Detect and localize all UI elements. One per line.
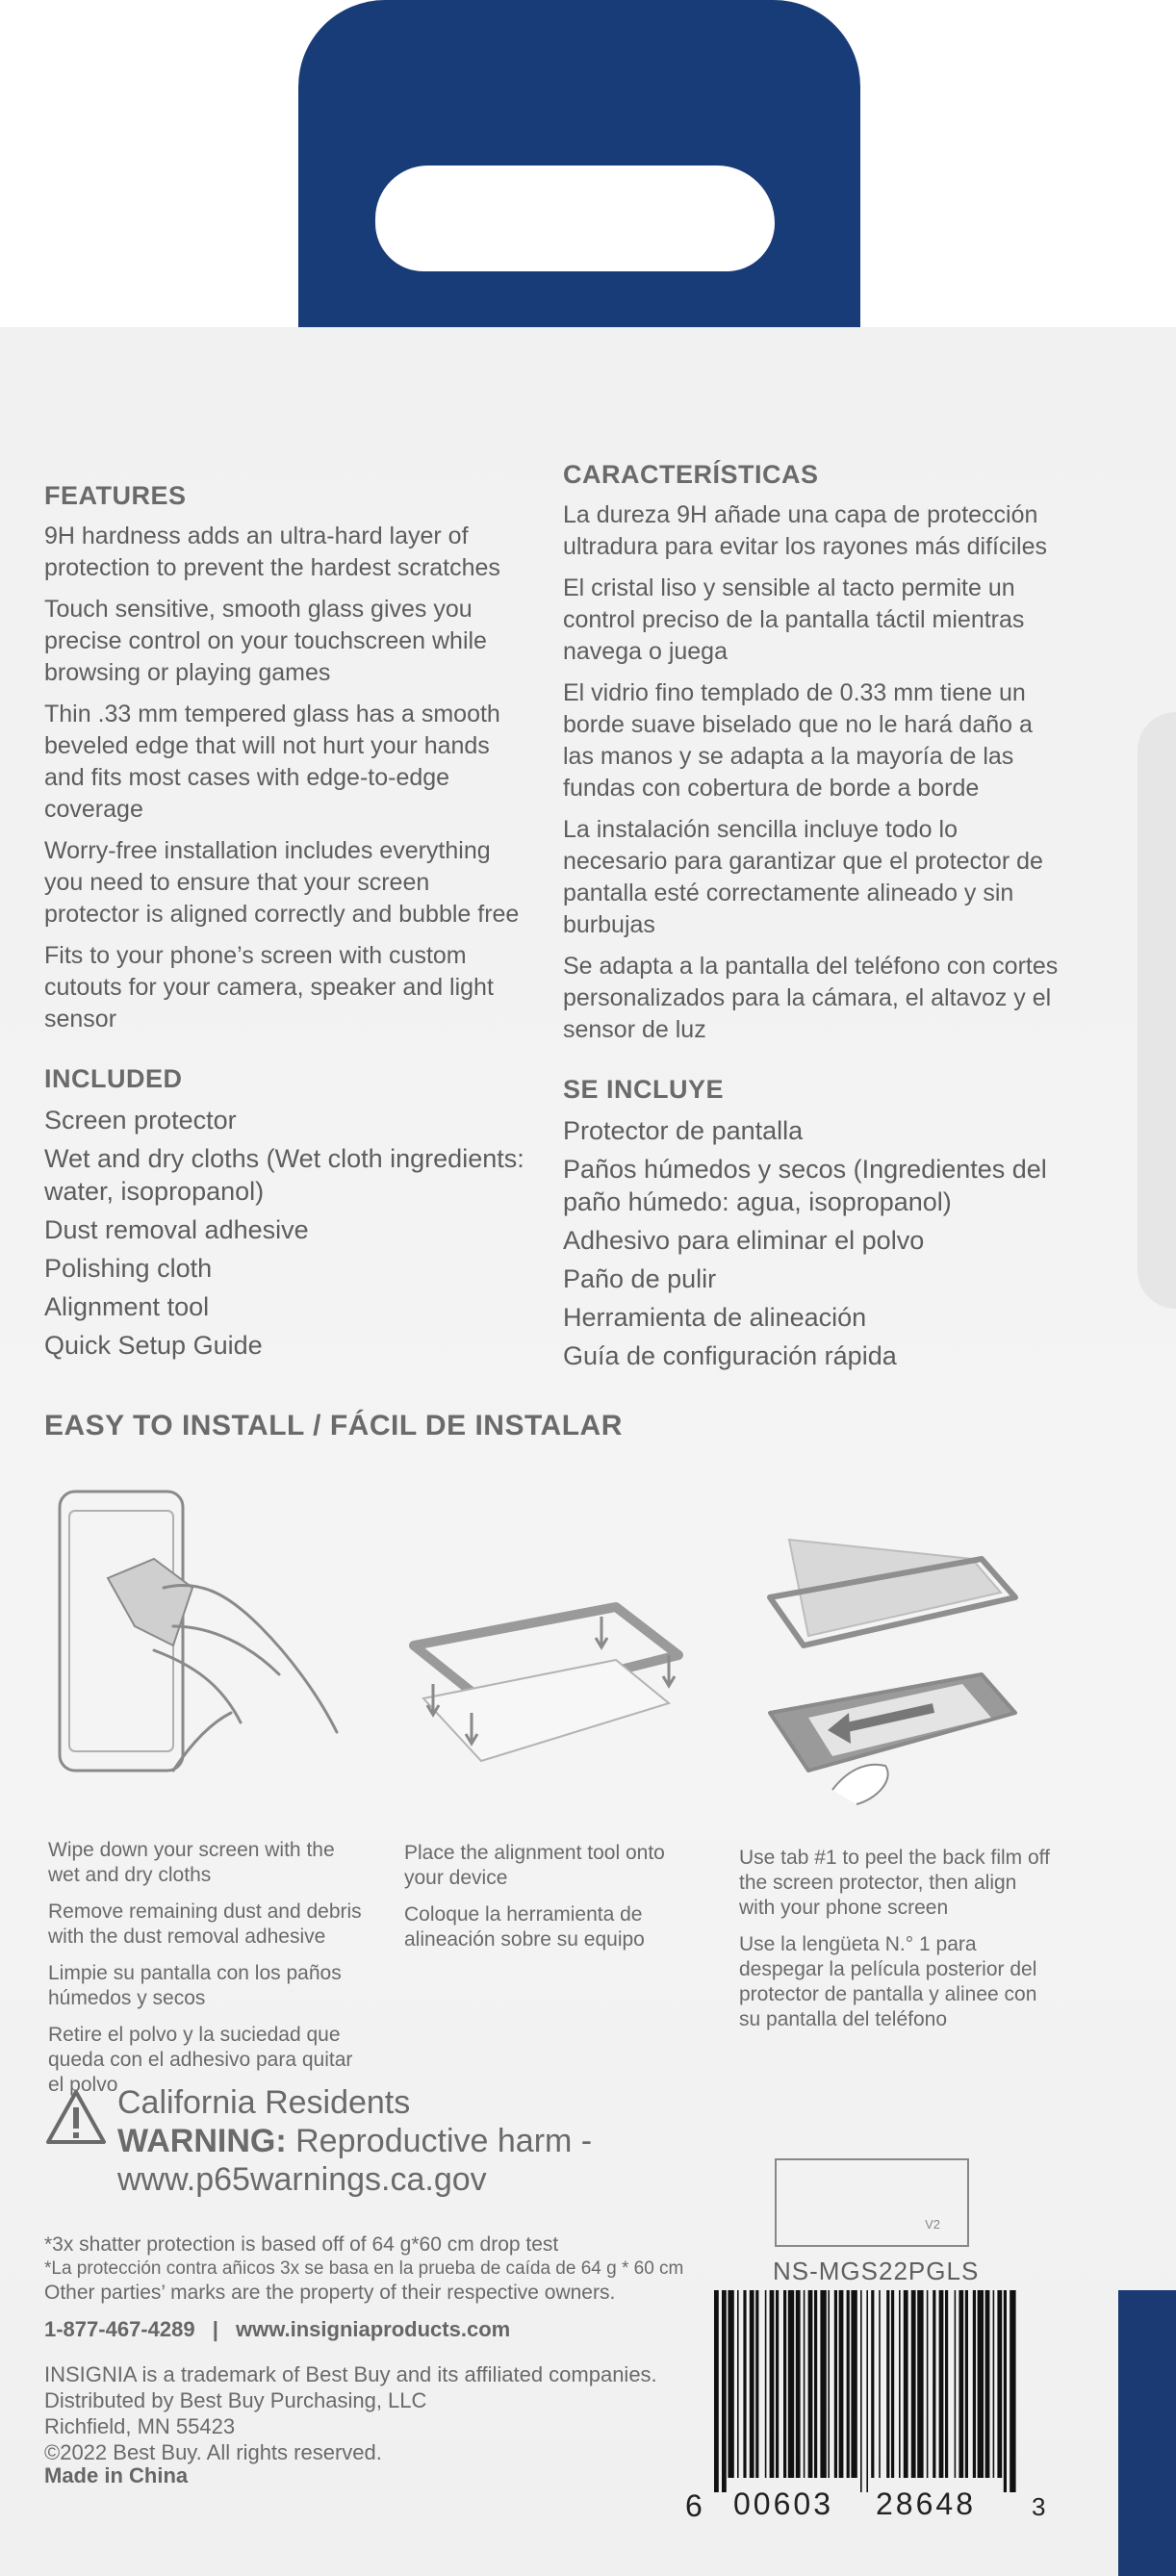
se-incluye-item: Paños húmedos y secos (Ingredientes del paño húmedo: agua, isopropanol): [563, 1155, 1047, 1216]
barcode-bar: [899, 2290, 901, 2478]
barcode-bar: [959, 2290, 963, 2478]
barcode-bar: [917, 2290, 923, 2478]
barcode-bar: [808, 2290, 813, 2478]
side-blue-strip: [1118, 2290, 1176, 2576]
warning-line-2: Reproductive harm -: [295, 2123, 593, 2159]
barcode-bar: [770, 2290, 775, 2478]
barcode-bar: [755, 2290, 758, 2478]
barcode-bar: [839, 2290, 844, 2478]
step-text-line: Limpie su pantalla con los paños húmedos y secos: [48, 1962, 342, 2009]
side-shadow: [1138, 712, 1176, 1309]
feature-item: Touch sensitive, smooth glass gives you precise control on your touchscreen while browsing or playing games: [44, 596, 487, 686]
included-item: Screen protector: [44, 1106, 237, 1135]
se-incluye-item: Guía de configuración rápida: [563, 1341, 897, 1370]
barcode-left-group: 00603: [733, 2487, 833, 2521]
included-item: Quick Setup Guide: [44, 1331, 263, 1360]
caracteristicas-list: [563, 499, 1063, 1046]
upc-barcode: [685, 2290, 1046, 2529]
warning-text: [117, 2083, 695, 2199]
barcode-bar: [743, 2290, 746, 2478]
feature-item: 9H hardness adds an ultra-hard layer of protection to prevent the hardest scratches: [44, 523, 500, 581]
included-item: Alignment tool: [44, 1292, 210, 1321]
wipe-screen-illustration: [48, 1482, 366, 1809]
barcode-bar: [847, 2290, 850, 2478]
caracteristica-item: Se adapta a la pantalla del teléfono con cortes personalizados para la cámara, el altavoz y el sensor de luz: [563, 953, 1059, 1043]
barcode-bar: [714, 2290, 719, 2492]
barcode-bar: [933, 2290, 935, 2478]
included-list: [44, 1104, 525, 1362]
barcode-bar: [955, 2290, 957, 2478]
barcode-bar: [904, 2290, 908, 2478]
barcode-bar: [945, 2290, 948, 2478]
barcode-bar: [820, 2290, 826, 2478]
barcode-bar: [985, 2290, 990, 2478]
barcode-bar: [728, 2290, 733, 2478]
barcode-bar: [834, 2290, 837, 2478]
barcode-bar: [828, 2290, 830, 2478]
caracteristica-item: El vidrio fino templado de 0.33 mm tiene un borde suave biselado que no le hará daño a las manos y se adapta a la mayoría de las fundas con cobertura de borde a borde: [563, 679, 1033, 802]
se-incluye-item: Paño de pulir: [563, 1264, 717, 1293]
barcode-bar: [765, 2290, 767, 2478]
warning-line-1: California Residents: [117, 2084, 411, 2121]
fine-print-line: *3x shatter protection is based off of 64 g*60 cm drop test: [44, 2233, 559, 2256]
legal-line: Distributed by Best Buy Purchasing, LLC: [44, 2388, 427, 2412]
barcode-bars: [712, 2290, 1018, 2492]
feature-list: [44, 521, 525, 1035]
warning-label: WARNING:: [117, 2123, 287, 2159]
alignment-tool-illustration: [395, 1588, 693, 1799]
barcode-bar: [1004, 2290, 1007, 2492]
included-item: Wet and dry cloths (Wet cloth ingredients: water, isopropanol): [44, 1144, 524, 1206]
legal-line: INSIGNIA is a trademark of Best Buy and its affiliated companies.: [44, 2362, 657, 2386]
barcode-bar: [978, 2290, 984, 2478]
features-title: FEATURES: [44, 481, 187, 510]
peel-align-illustration: [751, 1520, 1030, 1819]
se-incluye-item: Adhesivo para eliminar el polvo: [563, 1226, 925, 1255]
barcode-right-group: 28648: [876, 2487, 976, 2521]
barcode-bar: [851, 2290, 856, 2478]
install-title: EASY TO INSTALL / FÁCIL DE INSTALAR: [44, 1410, 623, 1441]
phone-number: 1-877-467-4289: [44, 2317, 195, 2341]
barcode-bar: [783, 2290, 786, 2478]
feature-item: Thin .33 mm tempered glass has a smooth beveled edge that will not hurt your hands and fits most cases with edge-to-edge coverage: [44, 701, 500, 823]
included-item: Dust removal adhesive: [44, 1215, 309, 1244]
barcode-bar: [750, 2290, 754, 2478]
step-text-line: Wipe down your screen with the wet and dry cloths: [48, 1839, 335, 1886]
barcode-bar: [973, 2290, 976, 2478]
se-incluye-title: SE INCLUYE: [563, 1075, 725, 1104]
step-text-line: Place the alignment tool onto your device: [404, 1842, 665, 1889]
barcode-bar: [997, 2290, 1002, 2478]
caracteristica-item: La dureza 9H añade una capa de protección ultradura para evitar los rayones más difíciles: [563, 501, 1048, 560]
step-1-text: [48, 1838, 366, 2109]
contact-separator: |: [212, 2317, 218, 2341]
se-incluye-list: [563, 1114, 1063, 1372]
version-label: V2: [925, 2217, 940, 2232]
step-text-line: Use la lengüeta N.° 1 para despegar la película posterior del protector de pantalla y alinee con su pantalla del teléfono: [739, 1933, 1037, 2030]
barcode-bar: [776, 2290, 779, 2478]
se-incluye-item: Herramienta de alineación: [563, 1303, 867, 1332]
legal-line: ©2022 Best Buy. All rights reserved.: [44, 2440, 382, 2464]
legal-line: Richfield, MN 55423: [44, 2414, 236, 2438]
barcode-bar: [1010, 2290, 1015, 2492]
model-number: NS-MGS22PGLS: [773, 2257, 980, 2285]
step-text-line: Retire el polvo y la suciedad que queda con el adhesivo para quitar el polvo: [48, 2024, 353, 2096]
caracteristica-item: La instalación sencilla incluye todo lo necesario para garantizar que el protector de pantalla esté correctamente alineado y sin burbujas: [563, 816, 1043, 938]
barcode-first-digit: 6: [685, 2488, 703, 2523]
barcode-bar: [993, 2290, 995, 2478]
features-column: [44, 481, 525, 1367]
caracteristicas-title: CARACTERÍSTICAS: [563, 460, 819, 489]
fine-print: [44, 2232, 718, 2306]
feature-item: Worry-free installation includes everything you need to ensure that your screen protector is aligned correctly and bubble free: [44, 837, 520, 928]
se-incluye-item: Protector de pantalla: [563, 1116, 804, 1145]
fine-print-line: *La protección contra añicos 3x se basa en la prueba de caída de 64 g * 60 cm: [44, 2258, 684, 2279]
barcode-bar: [965, 2290, 968, 2478]
included-item: Polishing cloth: [44, 1254, 213, 1283]
legal-text: [44, 2361, 657, 2465]
contact-line: [44, 2317, 510, 2342]
barcode-bar: [939, 2290, 944, 2478]
barcode-bar: [927, 2290, 929, 2478]
barcode-bar: [886, 2290, 889, 2478]
barcode-bar: [879, 2290, 881, 2478]
website: www.insigniaproducts.com: [235, 2317, 511, 2341]
barcode-bar: [737, 2290, 739, 2478]
barcode-bar: [911, 2290, 916, 2478]
step-text-line: Use tab #1 to peel the back film off the screen protector, then align with your phone screen: [739, 1847, 1050, 1919]
step-text-line: Coloque la herramienta de alineación sobre su equipo: [404, 1903, 645, 1951]
step-3-text: [739, 1846, 1057, 2044]
made-in: Made in China: [44, 2463, 189, 2487]
barcode-bar: [871, 2290, 874, 2478]
caracteristica-item: El cristal liso y sensible al tacto permite un control preciso de la pantalla táctil mientras navega o juega: [563, 574, 1025, 665]
barcode-bar: [814, 2290, 817, 2478]
included-title: INCLUDED: [44, 1064, 183, 1093]
hang-hole: [375, 166, 775, 271]
label-box: [775, 2158, 969, 2247]
step-text-line: Remove remaining dust and debris with the dust removal adhesive: [48, 1900, 362, 1948]
warning-triangle-icon: [44, 2088, 108, 2146]
barcode-bar: [722, 2290, 727, 2492]
feature-item: Fits to your phone’s screen with custom cutouts for your camera, speaker and light sensor: [44, 942, 494, 1033]
barcode-bar: [866, 2290, 868, 2492]
fine-print-line: Other parties’ marks are the property of their respective owners.: [44, 2282, 616, 2304]
warning-link: www.p65warnings.ca.gov: [117, 2161, 487, 2198]
step-2-text: [404, 1841, 693, 1964]
barcode-bar: [860, 2290, 862, 2492]
caracteristicas-column: [563, 460, 1063, 1378]
barcode-bar: [788, 2290, 794, 2478]
barcode-bar: [804, 2290, 805, 2478]
barcode-bar: [891, 2290, 894, 2478]
barcode-check-digit: 3: [1032, 2492, 1046, 2521]
barcode-bar: [796, 2290, 801, 2478]
